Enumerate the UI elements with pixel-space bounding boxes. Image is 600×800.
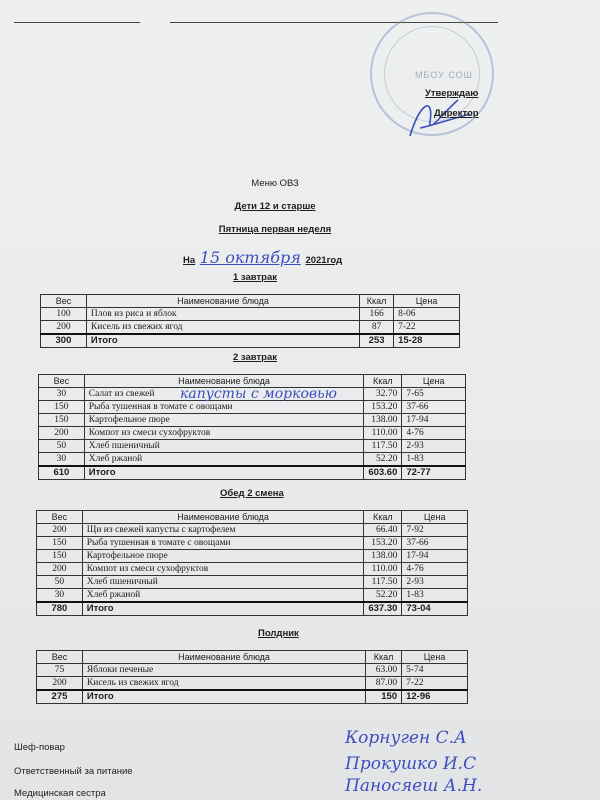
cell-weight: 200	[39, 427, 85, 440]
footer-responsible-signature: Прокушко И.С	[345, 754, 477, 774]
footer-chef-label: Шеф-повар	[14, 742, 65, 753]
table-row	[37, 550, 468, 563]
cell-kcal: 32.70	[364, 388, 402, 401]
director-label: Директор	[434, 108, 479, 119]
cell-name: Щи из свежей капусты с картофелем	[82, 524, 364, 537]
total-label: Итого	[82, 690, 365, 704]
cell-name: Хлеб пшеничный	[84, 440, 364, 453]
cell-name: Картофельное пюре	[84, 414, 364, 427]
date-suffix: 2021год	[305, 255, 343, 266]
cell-name: Рыба тушенная в томате с овощами	[82, 537, 364, 550]
date-prefix: На	[183, 255, 196, 266]
cell-weight: 200	[37, 677, 83, 691]
col-price: Цена	[402, 511, 468, 524]
col-price: Цена	[402, 375, 466, 388]
table-row	[39, 440, 466, 453]
cell-price: 37-66	[402, 401, 466, 414]
cell-kcal: 138.00	[364, 414, 402, 427]
col-kcal: Ккал	[360, 295, 394, 308]
cell-kcal: 153.20	[364, 401, 402, 414]
cell-name: Картофельное пюре	[82, 550, 364, 563]
cell-weight: 200	[41, 321, 87, 335]
table-snack	[36, 650, 468, 704]
section-title-breakfast-1: 1 завтрак	[233, 272, 278, 283]
cell-weight: 50	[39, 440, 85, 453]
cell-kcal: 138.00	[364, 550, 402, 563]
total-row	[37, 602, 468, 616]
cell-weight: 50	[37, 576, 83, 589]
cell-kcal: 110.00	[364, 563, 402, 576]
total-price: 12-96	[402, 690, 468, 704]
date-line	[183, 248, 342, 267]
top-rule-left	[14, 22, 140, 23]
cell-name: Яблоки печеные	[82, 664, 365, 677]
cell-kcal: 52.20	[364, 453, 402, 467]
cell-kcal: 117.50	[364, 576, 402, 589]
cell-weight: 150	[39, 401, 85, 414]
total-weight: 300	[41, 334, 87, 348]
total-kcal: 637.30	[364, 602, 402, 616]
table-row	[37, 677, 468, 691]
table-row	[39, 453, 466, 467]
col-kcal: Ккал	[364, 375, 402, 388]
approve-label: Утверждаю	[425, 88, 479, 99]
cell-price: 4-76	[402, 427, 466, 440]
total-row	[37, 690, 468, 704]
total-label: Итого	[84, 466, 364, 480]
table-row	[37, 537, 468, 550]
cell-kcal: 63.00	[366, 664, 402, 677]
col-weight: Вес	[37, 511, 83, 524]
cell-name: Компот из смеси сухофруктов	[82, 563, 364, 576]
cell-price: 37-66	[402, 537, 468, 550]
date-handwritten: 15 октября	[199, 248, 301, 267]
table-row	[37, 589, 468, 603]
cell-name: Салат из свежей	[84, 388, 364, 401]
cell-kcal: 153.20	[364, 537, 402, 550]
menu-title: Меню ОВЗ	[251, 178, 299, 189]
section-title-breakfast-2: 2 завтрак	[233, 352, 278, 363]
col-name: Наименование блюда	[84, 375, 364, 388]
cell-weight: 200	[37, 563, 83, 576]
cell-weight: 30	[39, 453, 85, 467]
cell-price: 17-94	[402, 550, 468, 563]
col-name: Наименование блюда	[82, 511, 364, 524]
cell-price: 2-93	[402, 576, 468, 589]
cell-kcal: 166	[360, 308, 394, 321]
day-title: Пятница первая неделя	[218, 224, 332, 235]
table-breakfast-1	[40, 294, 460, 348]
cell-weight: 150	[37, 537, 83, 550]
cell-price: 4-76	[402, 563, 468, 576]
total-weight: 275	[37, 690, 83, 704]
col-weight: Вес	[39, 375, 85, 388]
cell-price: 7-22	[394, 321, 460, 335]
total-kcal: 150	[366, 690, 402, 704]
cell-name: Хлеб ржаной	[82, 589, 364, 603]
total-weight: 610	[39, 466, 85, 480]
col-kcal: Ккал	[364, 511, 402, 524]
cell-weight: 150	[37, 550, 83, 563]
table-lunch	[36, 510, 468, 616]
cell-kcal: 52.20	[364, 589, 402, 603]
cell-kcal: 110.00	[364, 427, 402, 440]
footer-nurse-label: Медицинская сестра	[14, 788, 106, 799]
cell-name: Хлеб пшеничный	[82, 576, 364, 589]
cell-kcal: 87.00	[366, 677, 402, 691]
cell-kcal: 87	[360, 321, 394, 335]
total-price: 72-77	[402, 466, 466, 480]
table-row	[37, 576, 468, 589]
cell-name: Хлеб ржаной	[84, 453, 364, 467]
col-weight: Вес	[37, 651, 83, 664]
handwritten-correction: капусты с морковью	[180, 386, 337, 402]
col-weight: Вес	[41, 295, 87, 308]
col-price: Цена	[402, 651, 468, 664]
total-weight: 780	[37, 602, 83, 616]
table-row	[37, 563, 468, 576]
table-row	[41, 308, 460, 321]
total-row	[39, 466, 466, 480]
cell-name: Рыба тушенная в томате с овощами	[84, 401, 364, 414]
total-kcal: 603.60	[364, 466, 402, 480]
col-name: Наименование блюда	[82, 651, 365, 664]
table-row	[39, 401, 466, 414]
cell-name: Кисель из свежих ягод	[86, 321, 359, 335]
cell-weight: 30	[37, 589, 83, 603]
table-row	[39, 427, 466, 440]
cell-price: 5-74	[402, 664, 468, 677]
col-name: Наименование блюда	[86, 295, 359, 308]
table-header-row	[37, 511, 468, 524]
cell-name: Кисель из свежих ягод	[82, 677, 365, 691]
col-kcal: Ккал	[366, 651, 402, 664]
children-title: Дети 12 и старше	[234, 201, 316, 212]
cell-price: 17-94	[402, 414, 466, 427]
cell-weight: 30	[39, 388, 85, 401]
cell-weight: 75	[37, 664, 83, 677]
section-title-snack: Полдник	[258, 628, 299, 639]
cell-name: Компот из смеси сухофруктов	[84, 427, 364, 440]
total-price: 15-28	[394, 334, 460, 348]
cell-weight: 150	[39, 414, 85, 427]
cell-price: 7-22	[402, 677, 468, 691]
table-header-row	[37, 651, 468, 664]
table-header-row	[41, 295, 460, 308]
cell-price: 7-65	[402, 388, 466, 401]
cell-name: Плов из риса и яблок	[86, 308, 359, 321]
table-row	[37, 524, 468, 537]
footer-nurse-signature: Паносяеш А.Н.	[345, 776, 483, 796]
total-kcal: 253	[360, 334, 394, 348]
cell-price: 2-93	[402, 440, 466, 453]
total-price: 73-04	[402, 602, 468, 616]
table-row	[39, 414, 466, 427]
footer-chef-signature: Корнуген С.А	[345, 728, 467, 748]
total-row	[41, 334, 460, 348]
cell-price: 7-92	[402, 524, 468, 537]
section-title-lunch: Обед 2 смена	[220, 488, 284, 499]
seal-text: МБОУ СОШ	[415, 70, 473, 80]
cell-weight: 100	[41, 308, 87, 321]
total-label: Итого	[86, 334, 359, 348]
footer-responsible-label: Ответственный за питание	[14, 766, 133, 777]
cell-price: 1-83	[402, 589, 468, 603]
cell-kcal: 66.40	[364, 524, 402, 537]
cell-weight: 200	[37, 524, 83, 537]
cell-price: 1-83	[402, 453, 466, 467]
table-row	[37, 664, 468, 677]
cell-price: 8-06	[394, 308, 460, 321]
cell-kcal: 117.50	[364, 440, 402, 453]
total-label: Итого	[82, 602, 364, 616]
table-row	[41, 321, 460, 335]
col-price: Цена	[394, 295, 460, 308]
